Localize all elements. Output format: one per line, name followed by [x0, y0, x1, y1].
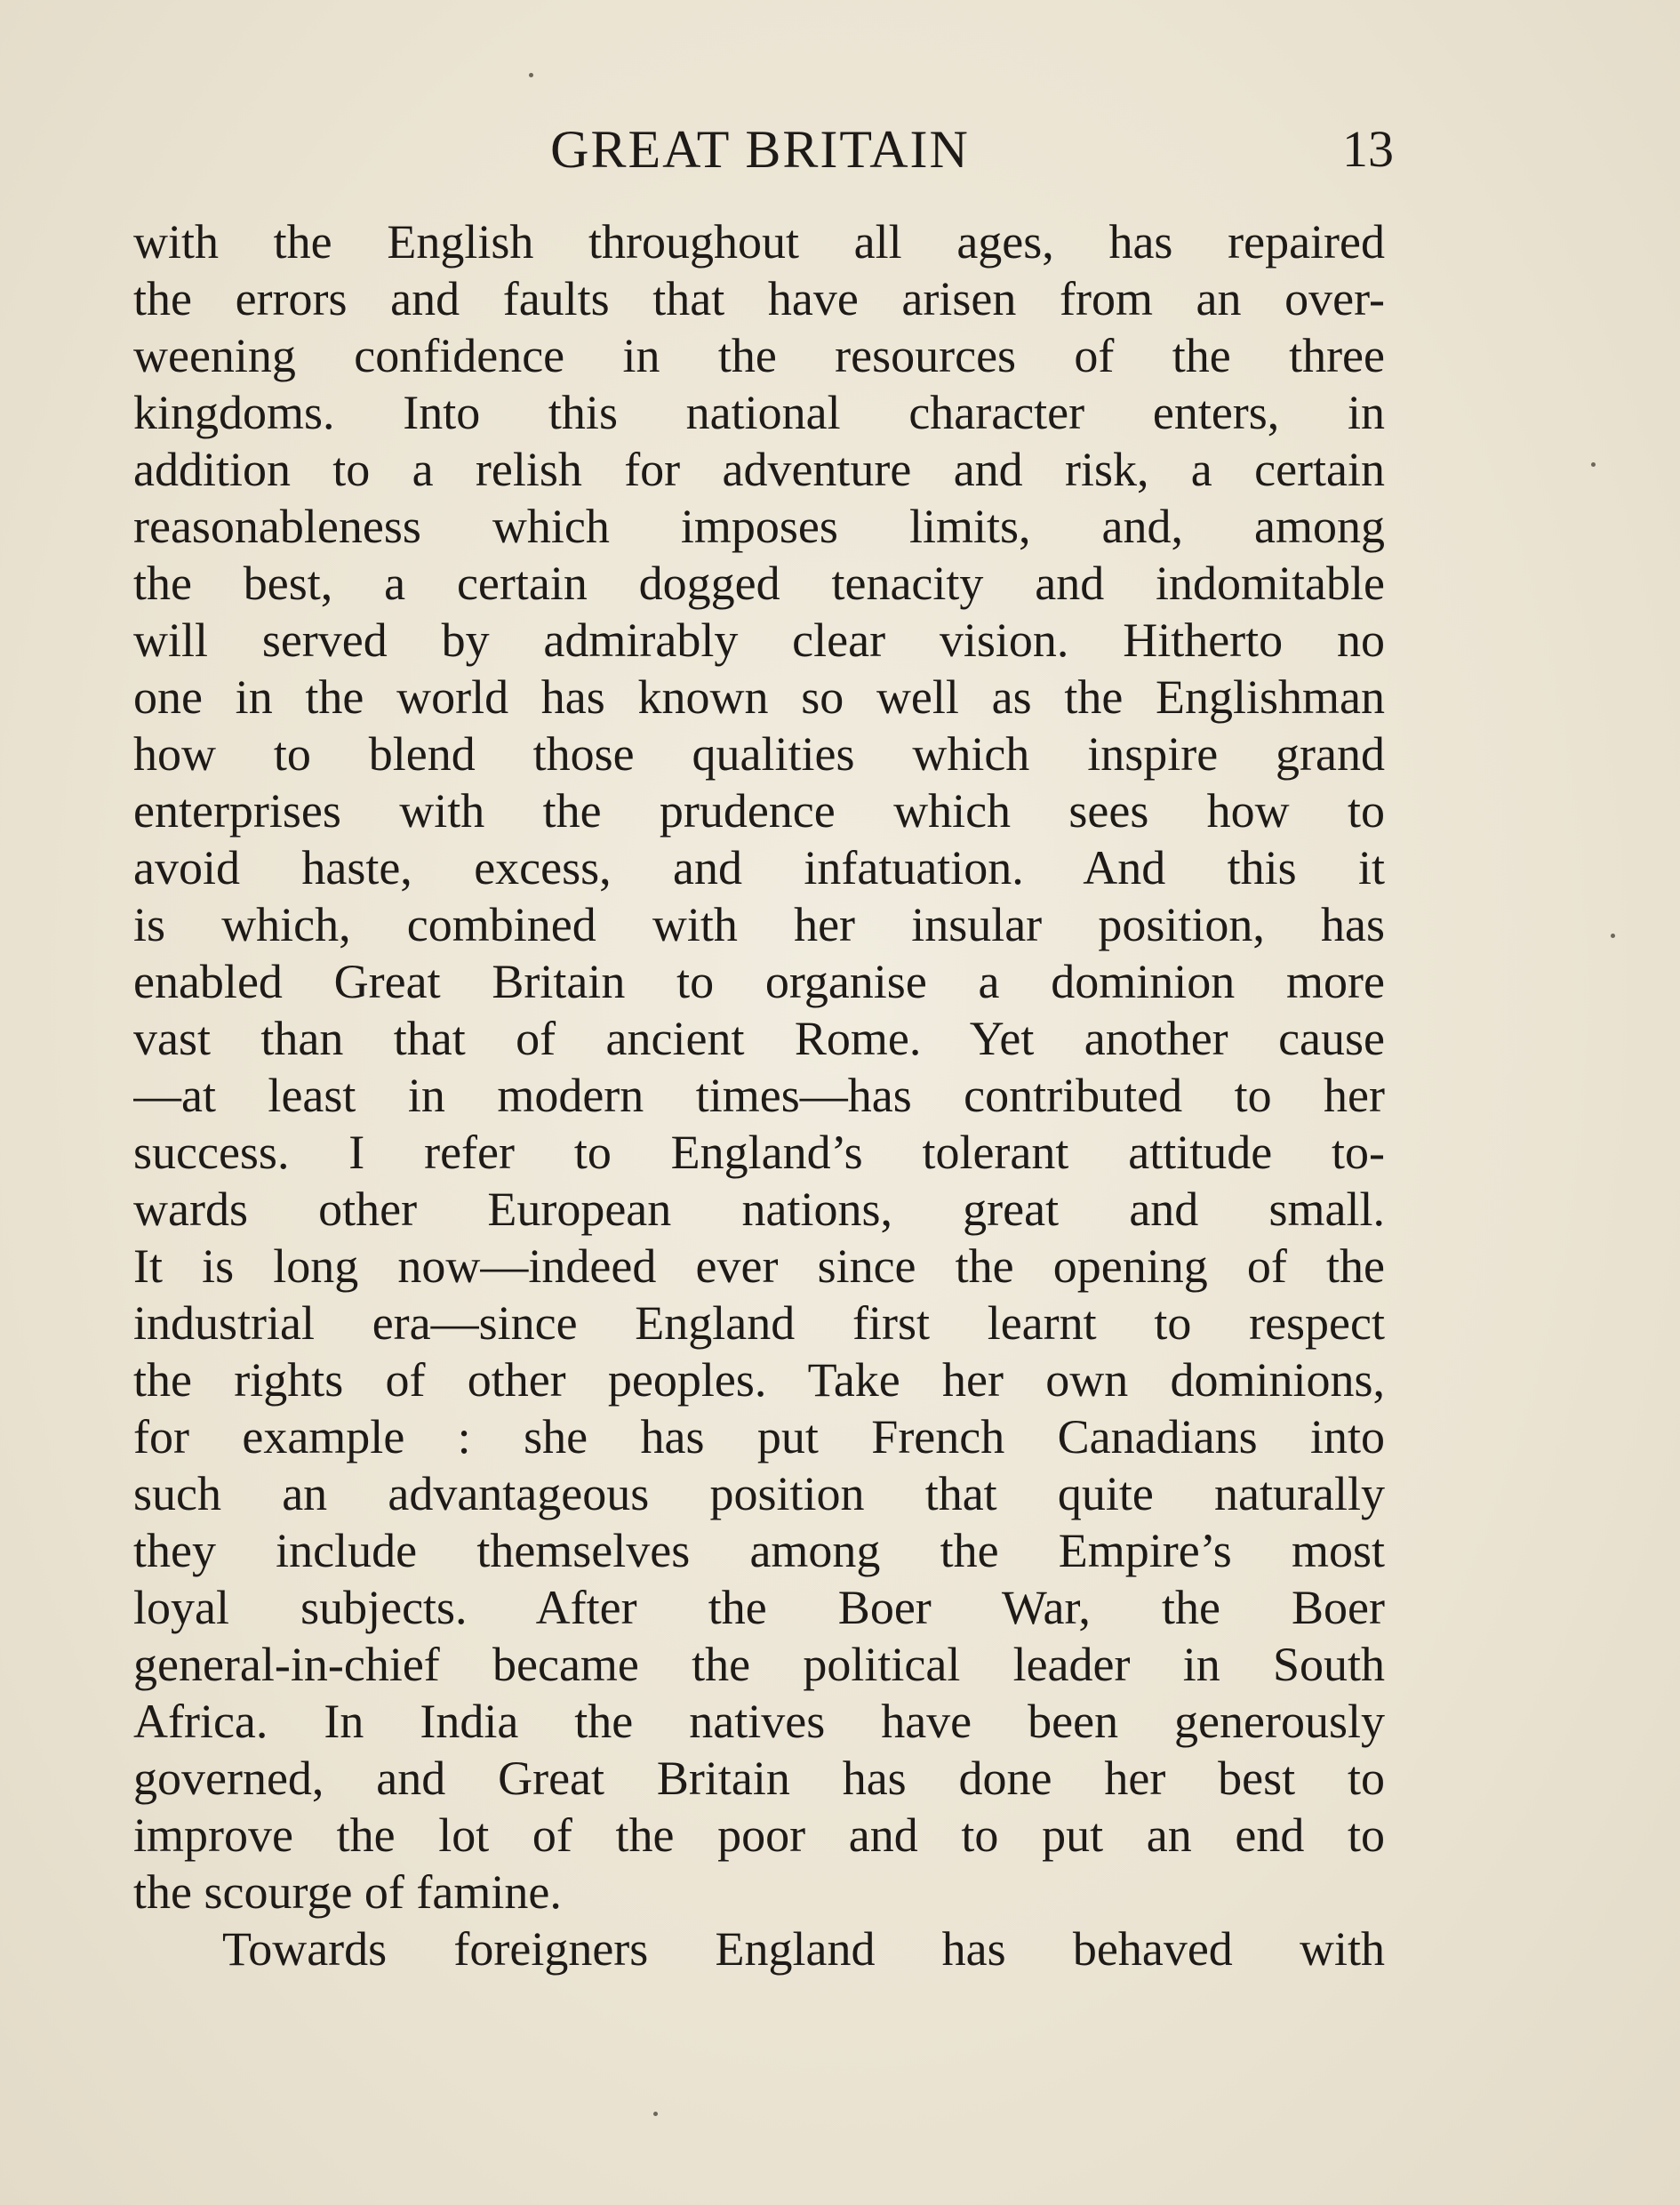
text-line: the best, a certain dogged tenacity and indomitable: [133, 557, 1385, 610]
text-line: Africa. In India the natives have been generously: [133, 1695, 1385, 1748]
text-line: It is long now—indeed ever since the opening of the: [133, 1239, 1385, 1293]
text-line: addition to a relish for adventure and risk, a certain: [133, 443, 1385, 496]
text-line: how to blend those qualities which inspire grand: [133, 727, 1385, 781]
text-line: such an advantageous position that quite naturally: [133, 1467, 1385, 1520]
text-line: the rights of other peoples. Take her own dominions,: [133, 1353, 1385, 1407]
text-line: the errors and faults that have arisen from an over-: [133, 272, 1385, 325]
text-line: improve the lot of the poor and to put an end to: [133, 1808, 1385, 1862]
running-head: [133, 114, 1394, 185]
text-line: weening confidence in the resources of the three: [133, 329, 1385, 382]
text-line: industrial era—since England first learnt to respect: [133, 1296, 1385, 1350]
text-line: will served by admirably clear vision. Hitherto no: [133, 613, 1385, 667]
paper-speck: [1611, 934, 1615, 938]
paragraph-end-line: the scourge of famine.: [133, 1865, 562, 1919]
text-line: enabled Great Britain to organise a dominion more: [133, 955, 1385, 1008]
text-line: enterprises with the prudence which sees how to: [133, 784, 1385, 838]
text-line: general-in-chief became the political leader in South: [133, 1638, 1385, 1691]
text-line: governed, and Great Britain has done her best to: [133, 1752, 1385, 1805]
text-line: they include themselves among the Empire’s most: [133, 1524, 1385, 1577]
text-line: for example : she has put French Canadians into: [133, 1410, 1385, 1463]
text-line: is which, combined with her insular position, has: [133, 898, 1385, 951]
text-line: vast than that of ancient Rome. Yet another cause: [133, 1012, 1385, 1065]
paragraph-start-line: Towards foreigners England has behaved with: [222, 1922, 1385, 1976]
text-line: kingdoms. Into this national character enters, in: [133, 386, 1385, 439]
paper-speck: [529, 73, 533, 77]
page-number: 13: [1342, 120, 1394, 178]
paper-speck: [653, 2112, 658, 2116]
text-line: —at least in modern times—has contributed to her: [133, 1069, 1385, 1122]
text-line: wards other European nations, great and small.: [133, 1183, 1385, 1236]
paper-speck: [1591, 462, 1596, 467]
text-line: success. I refer to England’s tolerant attitude to-: [133, 1126, 1385, 1179]
text-line: loyal subjects. After the Boer War, the Boer: [133, 1581, 1385, 1634]
running-title: GREAT BRITAIN: [550, 120, 970, 179]
text-line: avoid haste, excess, and infatuation. And this it: [133, 841, 1385, 894]
text-line: reasonableness which imposes limits, and, among: [133, 500, 1385, 553]
text-line: with the English throughout all ages, has repaired: [133, 215, 1385, 269]
body-text: [133, 213, 1385, 1977]
text-line: one in the world has known so well as the Englishman: [133, 670, 1385, 724]
